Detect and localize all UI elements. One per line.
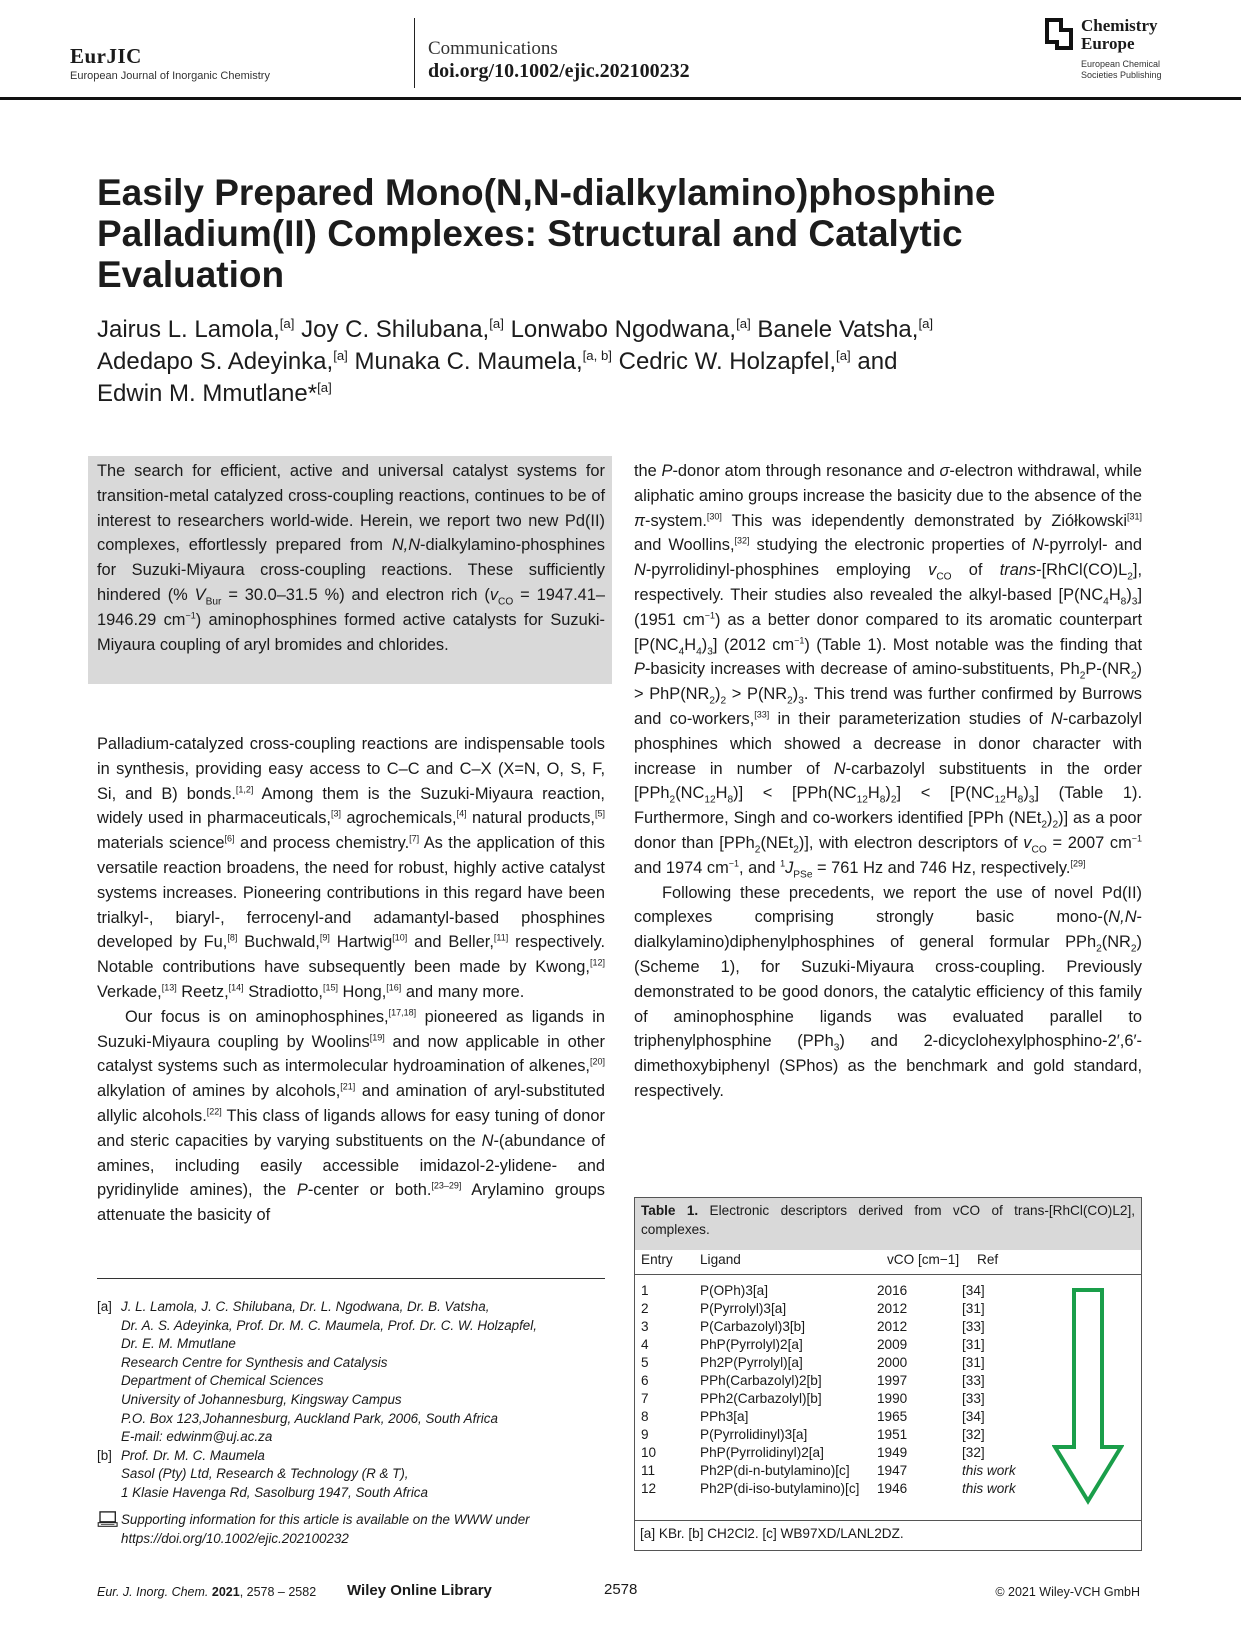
table-cell-ref: [32] — [962, 1445, 985, 1460]
table-cell-entry: 3 — [641, 1319, 649, 1334]
author — [97, 316, 294, 343]
table-cell-ligand: PPh(Carbazolyl)2[b] — [700, 1373, 822, 1388]
table-footer-rule — [635, 1520, 1141, 1521]
table-cell-vco: 2012 — [877, 1319, 908, 1334]
table-cell-vco: 1997 — [877, 1373, 908, 1388]
header-rule — [0, 97, 1241, 100]
table-cell-vco: 1965 — [877, 1409, 908, 1424]
table-cell-entry: 1 — [641, 1283, 649, 1298]
table-cell-entry: 4 — [641, 1337, 649, 1352]
table-header-ligand: Ligand — [700, 1252, 741, 1267]
affiliation-line: Prof. Dr. M. C. Maumela — [121, 1447, 265, 1463]
table-caption-label: Table 1. — [641, 1203, 699, 1218]
table-cell-entry: 9 — [641, 1427, 649, 1442]
table-cell-ligand: Ph2P(di-n-butylamino)[c] — [700, 1463, 850, 1478]
affiliation-line: Department of Chemical Sciences — [121, 1373, 324, 1389]
supporting-info-text[interactable]: Supporting information for this article is available on the WWW under https://doi.org/10.1002/ejic.202100232 — [121, 1512, 530, 1546]
publisher-subtitle — [1081, 59, 1162, 81]
table-cell-ligand: P(Pyrrolidinyl)3[a] — [700, 1427, 808, 1442]
citation-pages: , 2578 – 2582 — [239, 1585, 317, 1599]
table-cell-ref: [31] — [962, 1301, 985, 1316]
wiley-online-library-link[interactable]: Wiley Online Library — [347, 1582, 492, 1599]
affiliation-line: P.O. Box 123,Johannesburg, Auckland Park, 2006, South Africa — [121, 1410, 498, 1426]
supporting-info — [97, 1511, 607, 1548]
author-affiliation: [a] — [279, 316, 295, 331]
table-cell-entry: 5 — [641, 1355, 649, 1370]
affiliation-line: 1 Klasie Havenga Rd, Sasolburg 1947, South Africa — [121, 1484, 428, 1500]
table-cell-ref: [33] — [962, 1319, 985, 1334]
table-cell-ligand: PhP(Pyrrolidinyl)2[a] — [700, 1445, 824, 1460]
email-link[interactable]: E-mail: edwinm@uj.ac.za — [121, 1429, 273, 1445]
table-cell-ref: this work — [962, 1481, 1016, 1496]
table-cell-vco: 2016 — [877, 1283, 908, 1298]
affiliation-line: Research Centre for Synthesis and Catalysis — [121, 1354, 388, 1370]
author-affiliation: [a] — [918, 316, 934, 331]
table-cell-entry: 2 — [641, 1301, 649, 1316]
affiliation-a — [97, 1298, 607, 1447]
copyright: © 2021 Wiley-VCH GmbH — [995, 1585, 1140, 1599]
table-cell-entry: 8 — [641, 1409, 649, 1424]
affiliation-label: [a] — [97, 1299, 112, 1314]
author-name: Adedapo S. Adeyinka, — [97, 348, 334, 375]
author — [619, 348, 851, 375]
table-header-vco: vCO [cm−1] — [887, 1252, 960, 1267]
citation-journal: Eur. J. Inorg. Chem. — [97, 1585, 209, 1599]
table-cell-ligand: PPh3[a] — [700, 1409, 749, 1424]
article-title: Easily Prepared Mono(N,N-dialkylamino)phosphine Palladium(II) Complexes: Structural and Catalytic Evaluation — [97, 172, 996, 295]
table-cell-vco: 1947 — [877, 1463, 908, 1478]
table-cell-ref: [33] — [962, 1373, 985, 1388]
table-cell-vco: 2000 — [877, 1355, 908, 1370]
author-affiliation: [a] — [489, 316, 504, 331]
table-cell-ligand: PPh2(Carbazolyl)[b] — [700, 1391, 822, 1406]
author-name: Jairus L. Lamola, — [97, 316, 280, 343]
table-cell-vco: 1990 — [877, 1391, 908, 1406]
author — [301, 316, 504, 343]
footer-citation — [97, 1585, 316, 1599]
author — [355, 348, 612, 375]
table-cell-ligand: PhP(Pyrrolyl)2[a] — [700, 1337, 803, 1352]
table-cell-vco: 1951 — [877, 1427, 908, 1442]
body-column-left: Palladium-catalyzed cross-coupling reactions are indispensable tools in synthesis, providing easy access to C–C and C–X (X=N, O, S, F, Si, and B) bonds.[1,2] Among them is the Suzuki-Miyaura reaction, widely used in pharmaceuticals,[3] agrochemicals,[4] natural products,[5] materials science[6] and process chemistry.[7] As the application of this versatile reaction broadens, the need for robust, highly active catalyst systems increases. Pioneering contributions in this regard have been trialkyl-, biaryl-, ferrocenyl-and adamantyl-based phosphines developed by Fu,[8] Buchwald,[9] Hartwig[10] and Beller,[11] respectively. Notable contributions have subsequently been made by Kwong,[12] Verkade,[13] Reetz,[14] Stradiotto,[15] Hong,[16] and many more. Our focus is on aminophosphines,[17,18] pioneered as ligands in Suzuki-Miyaura coupling by Woolins[19] and now applicable in other catalyst systems such as intermolecular hydroamination of alkenes,[20] alkylation of amines by alcohols,[21] and amination of aryl-substituted allylic alcohols.[22] This class of ligands allows for easy tuning of donor and steric capacities by varying substituents on the N-(abundance of amines, including easily accessible imidazol-2-ylidene- and pyridinylide amines), the P-center or both.[23–29] Arylamino groups attenuate the basicity of — [97, 735, 605, 1225]
author — [97, 348, 348, 375]
author-affiliation: [a] — [736, 316, 751, 331]
publisher-sub-line-2: Societies Publishing — [1081, 70, 1162, 80]
author-list — [97, 314, 1157, 410]
table-cell-vco: 1946 — [877, 1481, 908, 1496]
author — [757, 316, 933, 343]
table-cell-ligand: Ph2P(di-iso-butylamino)[c] — [700, 1481, 860, 1496]
affiliation-line: J. L. Lamola, J. C. Shilubana, Dr. L. Ngodwana, Dr. B. Vatsha, — [121, 1299, 490, 1314]
table-cell-ref: [31] — [962, 1337, 985, 1352]
table-cell-entry: 6 — [641, 1373, 649, 1388]
table-header-ref: Ref — [977, 1252, 999, 1267]
table-cell-entry: 12 — [641, 1481, 657, 1496]
affiliations — [97, 1298, 607, 1503]
author-name: Banele Vatsha, — [757, 316, 919, 343]
table-cell-vco: 2012 — [877, 1301, 908, 1316]
publisher-sub-line-1: European Chemical — [1081, 59, 1161, 69]
table-cell-entry: 10 — [641, 1445, 657, 1460]
author-affiliation: [a, b] — [582, 348, 612, 363]
table-cell-entry: 11 — [641, 1463, 656, 1478]
author — [97, 380, 332, 407]
journal-abbrev: EurJIC — [70, 44, 142, 68]
table-cell-ref: [31] — [962, 1355, 985, 1370]
author-name: Cedric W. Holzapfel, — [618, 348, 837, 375]
table-cell-vco: 1949 — [877, 1445, 908, 1460]
author-name: Lonwabo Ngodwana, — [510, 316, 737, 343]
table-cell-ligand: P(Carbazolyl)3[b] — [700, 1319, 806, 1334]
author-name: Munaka C. Maumela, — [354, 348, 583, 375]
table-header-rule — [635, 1274, 1141, 1275]
page-number: 2578 — [604, 1581, 638, 1598]
header-divider — [414, 18, 415, 88]
table-footnote: [a] KBr. [b] CH2Cl2. [c] WB97XD/LANL2DZ. — [640, 1526, 904, 1541]
author-conjunction: and — [857, 348, 898, 375]
table-cell-entry: 7 — [641, 1391, 649, 1406]
affiliation-line: Dr. E. M. Mmutlane — [121, 1336, 236, 1352]
table-cell-ligand: Ph2P(Pyrrolyl)[a] — [700, 1355, 803, 1370]
table-cell-vco: 2009 — [877, 1337, 908, 1352]
affiliation-label: [b] — [97, 1447, 112, 1463]
footnote-rule — [97, 1278, 605, 1279]
journal-name: European Journal of Inorganic Chemistry — [70, 70, 270, 82]
table-cell-ref: [32] — [962, 1427, 985, 1442]
section-label: Communications — [428, 38, 558, 59]
table-cell-ligand: P(Pyrrolyl)3[a] — [700, 1301, 787, 1316]
body-column-right: the P-donor atom through resonance and σ-electron withdrawal, while aliphatic amino groups increase the basicity due to the absence of the π-system.[30] This was idependently demonstrated by Ziółkowski[31] and Woollins,[32] studying the electronic properties of N-pyrrolyl- and N-pyrrolidinyl-phosphines employing $v_{CO}$ of trans-$[RhCl(CO)L_2]$, respectively. Their studies also revealed the alkyl-based $[P(NC_4H_8)_3]$ (1951 $cm^{-1}$) as a better donor compared to its aromatic counterpart $[P(NC_4H_4)_3]$ (2012 $cm^{-1}$) (Table 1). Most notable was the finding that P-basicity increases with decrease of amino-substituents, $Ph_2P-(NR_2) > PhP(NR_2)_2 > P(NR_2)_3$. This trend was further confirmed by Burrows and co-workers,[33] in their parameterization studies of N-carbazolyl phosphines which showed a decrease in donor character with increase in number of N-carbazolyl substituents in the order $[PPh_2(NC_{12}H_8)] < [PPh(NC_{12}H_8)_2] < [P(NC_{12}H_8)_3]$ (Table 1). Furthermore, Singh and co-workers identified [PPh $(NEt_2)_2$)] as a poor donor than [PPh$_2$(NEt$_2$)], with electron descriptors of $v_{CO} = 2007$ $cm^{-1}$ and 1974 $cm^{-1}$, and $^1J_{PSe} = 761$ Hz and 746 Hz, respectively.[29] Following these precedents, we report the use of novel Pd(II) complexes comprising strongly basic mono-(N,N-dialkylamino)diphenylphosphines of general formular $PPh_2(NR_2)$ (Scheme 1), for Suzuki-Miyaura cross-coupling. Previously demonstrated to be good donors, the catalytic efficiency of this family of aminophosphine ligands was evaluated parallel to triphenylphosphine (PPh$_3$) and 2-dicyclohexylphosphino-2′,6′-dimethoxybiphenyl (SPhos) as the benchmark and gold standard, respectively. — [634, 462, 1143, 1100]
table-cell-ref: [34] — [962, 1409, 985, 1424]
table-caption-text: Electronic descriptors derived from vCO of trans-[RhCl(CO)L2], complexes. — [641, 1203, 1135, 1237]
author-affiliation: [a] — [836, 348, 851, 363]
table-cell-ligand: P(OPh)3[a] — [700, 1283, 768, 1298]
author-affiliation: [a] — [333, 348, 348, 363]
affiliation-line: University of Johannesburg, Kingsway Campus — [121, 1391, 402, 1407]
author-name: Joy C. Shilubana, — [301, 316, 490, 343]
table-header-entry: Entry — [641, 1252, 673, 1267]
affiliation-line: Sasol (Pty) Ltd, Research & Technology (R & T), — [121, 1466, 409, 1482]
author — [511, 316, 751, 343]
table-cell-ref: this work — [962, 1463, 1016, 1478]
down-arrow-icon — [1052, 1287, 1124, 1505]
publisher-name: Chemistry Europe — [1081, 16, 1158, 53]
table-cell-ref: [33] — [962, 1391, 985, 1406]
citation-year: 2021 — [211, 1585, 240, 1599]
table-caption — [635, 1198, 1141, 1250]
affiliation-line: Dr. A. S. Adeyinka, Prof. Dr. M. C. Maumela, Prof. Dr. C. W. Holzapfel, — [121, 1317, 537, 1333]
abstract-text: The search for efficient, active and universal catalyst systems for transition-metal catalyzed cross-coupling reactions, continues to be of interest to researchers world-wide. Herein, we report two new Pd(II) complexes, effortlessly prepared from N,N-dialkylamino-phosphines for Suzuki-Miyaura cross-coupling reactions. These sufficiently hindered (% $V_{Bur} = 30.0-31.5$ %) and electron rich ($v_{CO} = 1947.41-1946.29$ $cm^{-1}$) aminophosphines formed active catalysts for Suzuki-Miyaura coupling of aryl bromides and chlorides. — [97, 462, 606, 654]
chemistry-europe-logo-icon — [1045, 18, 1073, 50]
author-name: Edwin M. Mmutlane* — [97, 380, 318, 407]
computer-icon — [97, 1511, 121, 1529]
doi-link[interactable]: doi.org/10.1002/ejic.202100232 — [428, 60, 690, 82]
affiliation-b — [97, 1447, 607, 1503]
author-affiliation: [a] — [317, 380, 332, 395]
table-cell-ref: [34] — [962, 1283, 985, 1298]
